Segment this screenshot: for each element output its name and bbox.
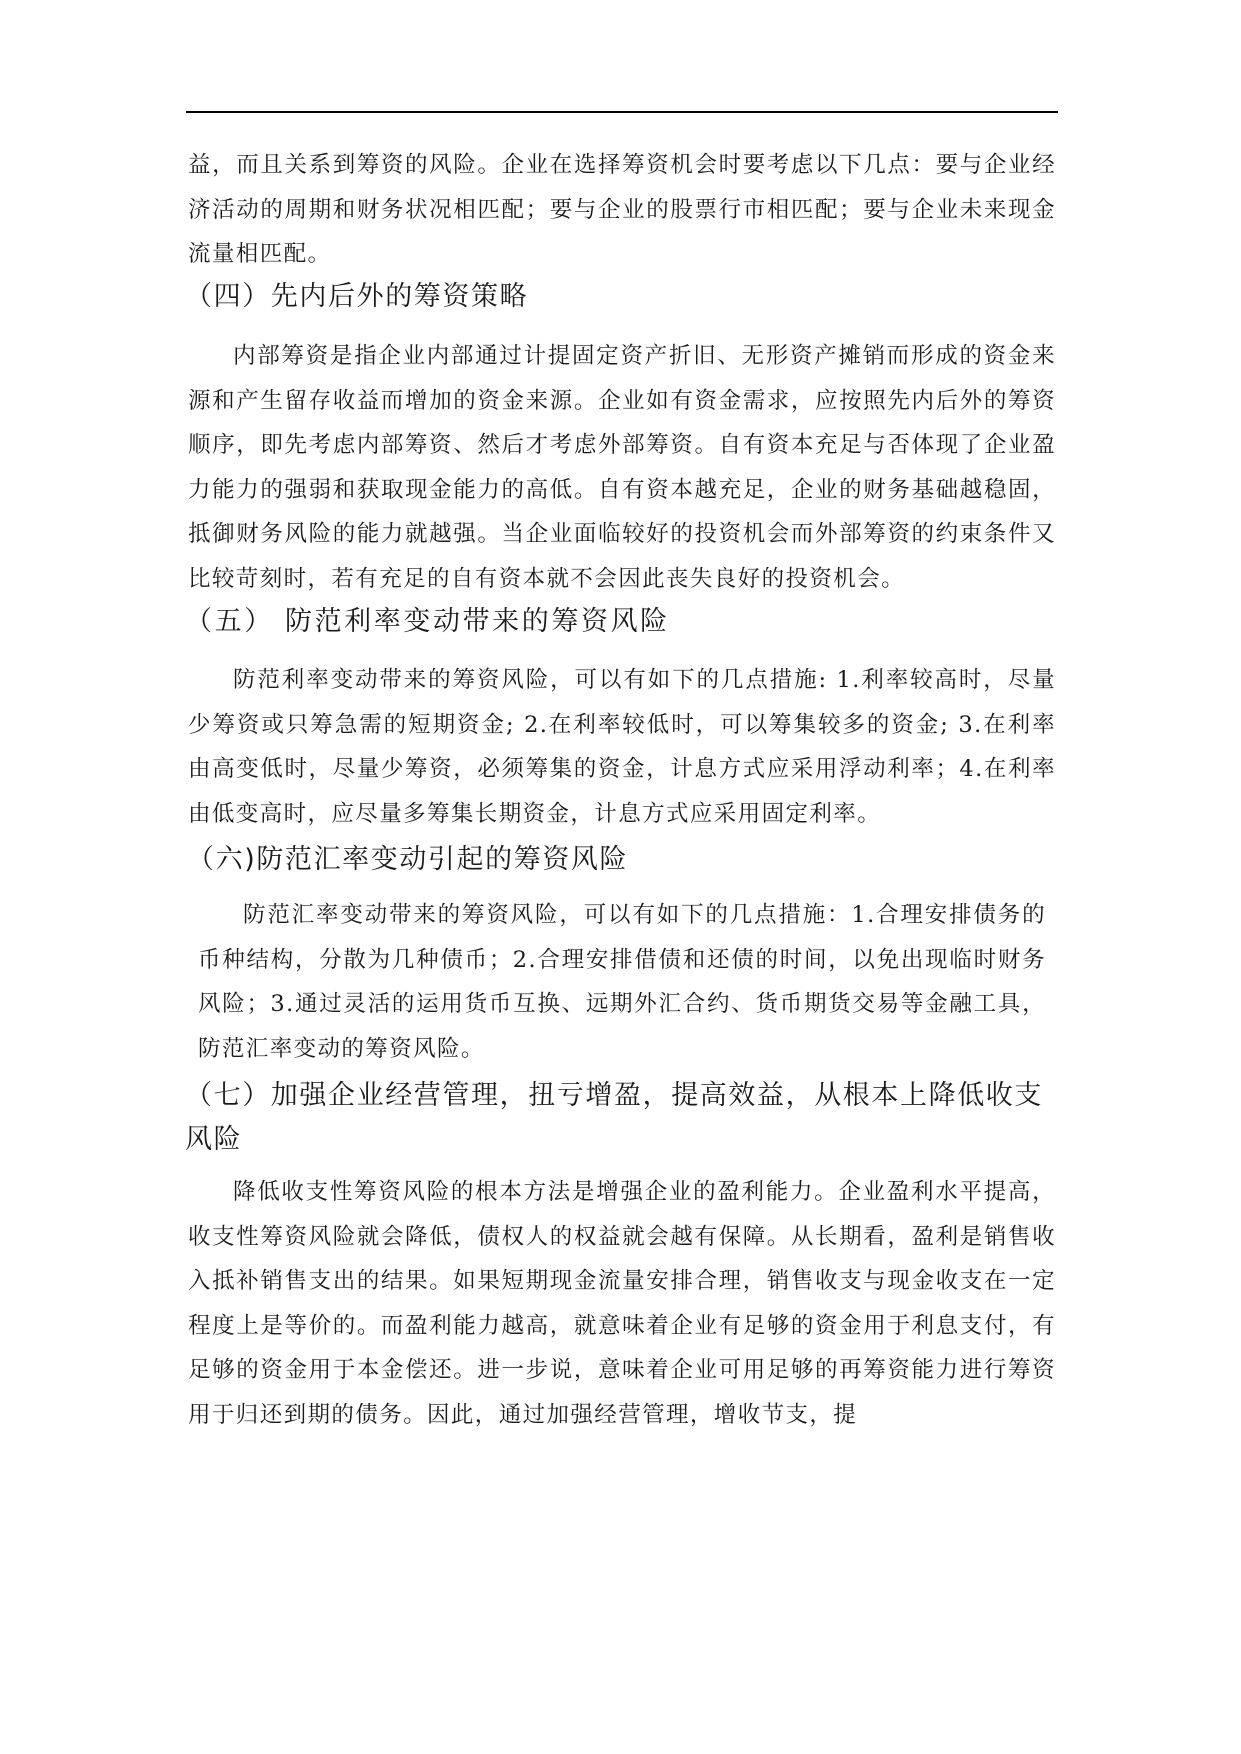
- section-paragraph-4: 内部筹资是指企业内部通过计提固定资产折旧、无形资产摊销而形成的资金来源和产生留存收益而增加的资金来源。企业如有资金需求，应按照先内后外的筹资顺序，即先考虑内部筹资、然后才考虑外部筹资。自有资本充足与否体现了企业盈力能力的强弱和获取现金能力的高低。自有资本越充足，企业的财务基础越稳固，抵御财务风险的能力就越强。当企业面临较好的投资机会而外部筹资的约束条件又比较苛刻时，若有充足的自有资本就不会因此丧失良好的投资机会。: [188, 343, 1056, 592]
- section-heading-5: （五） 防范利率变动带来的筹资风险: [185, 606, 670, 637]
- section-heading-7: （七）加强企业经营管理，扭亏增盈，提高效益，从根本上降低收支风险: [185, 1080, 1043, 1155]
- section-paragraph-7: 降低收支性筹资风险的根本方法是增强企业的盈利能力。企业盈利水平提高，收支性筹资风险就会降低，债权人的权益就会越有保障。从长期看，盈利是销售收入抵补销售支出的结果。如果短期现金流量安排合理，销售收支与现金收支在一定程度上是等价的。而盈利能力越高，就意味着企业有足够的资金用于利息支付，有足够的资金用于本金偿还。进一步说，意味着企业可用足够的再筹资能力进行筹资用于归还到期的债务。因此，通过加强经营管理，增收节支，提: [188, 1179, 1056, 1428]
- section-paragraph-5: 防范利率变动带来的筹资风险，可以有如下的几点措施: 1.利率较高时，尽量少筹资或只筹急需的短期资金; 2.在利率较低时，可以筹集较多的资金; 3.在利率由高变低时，尽量少筹资，必须筹集的资金，计息方式应采用浮动利率；4.在利率由低变高时，应尽量多筹集长期资金，计息方式应采用固定利率。: [188, 667, 1056, 827]
- section-heading-6: （六)防范汇率变动引起的筹资风险: [187, 844, 629, 875]
- continuation-paragraph: 益，而且关系到筹资的风险。企业在选择筹资机会时要考虑以下几点：要与企业经济活动的周期和财务状况相匹配；要与企业的股票行市相匹配；要与企业未来现金流量相匹配。: [188, 152, 1056, 267]
- header-rule: [186, 111, 1058, 113]
- section-paragraph-6: 防范汇率变动带来的筹资风险，可以有如下的几点措施：1.合理安排债务的币种结构，分散为几种债币；2.合理安排借债和还债的时间，以免出现临时财务风险；3.通过灵活的运用货币互换、远期外汇合约、货币期货交易等金融工具，防范汇率变动的筹资风险。: [198, 902, 1046, 1062]
- section-heading-4: （四）先内后外的筹资策略: [185, 281, 529, 312]
